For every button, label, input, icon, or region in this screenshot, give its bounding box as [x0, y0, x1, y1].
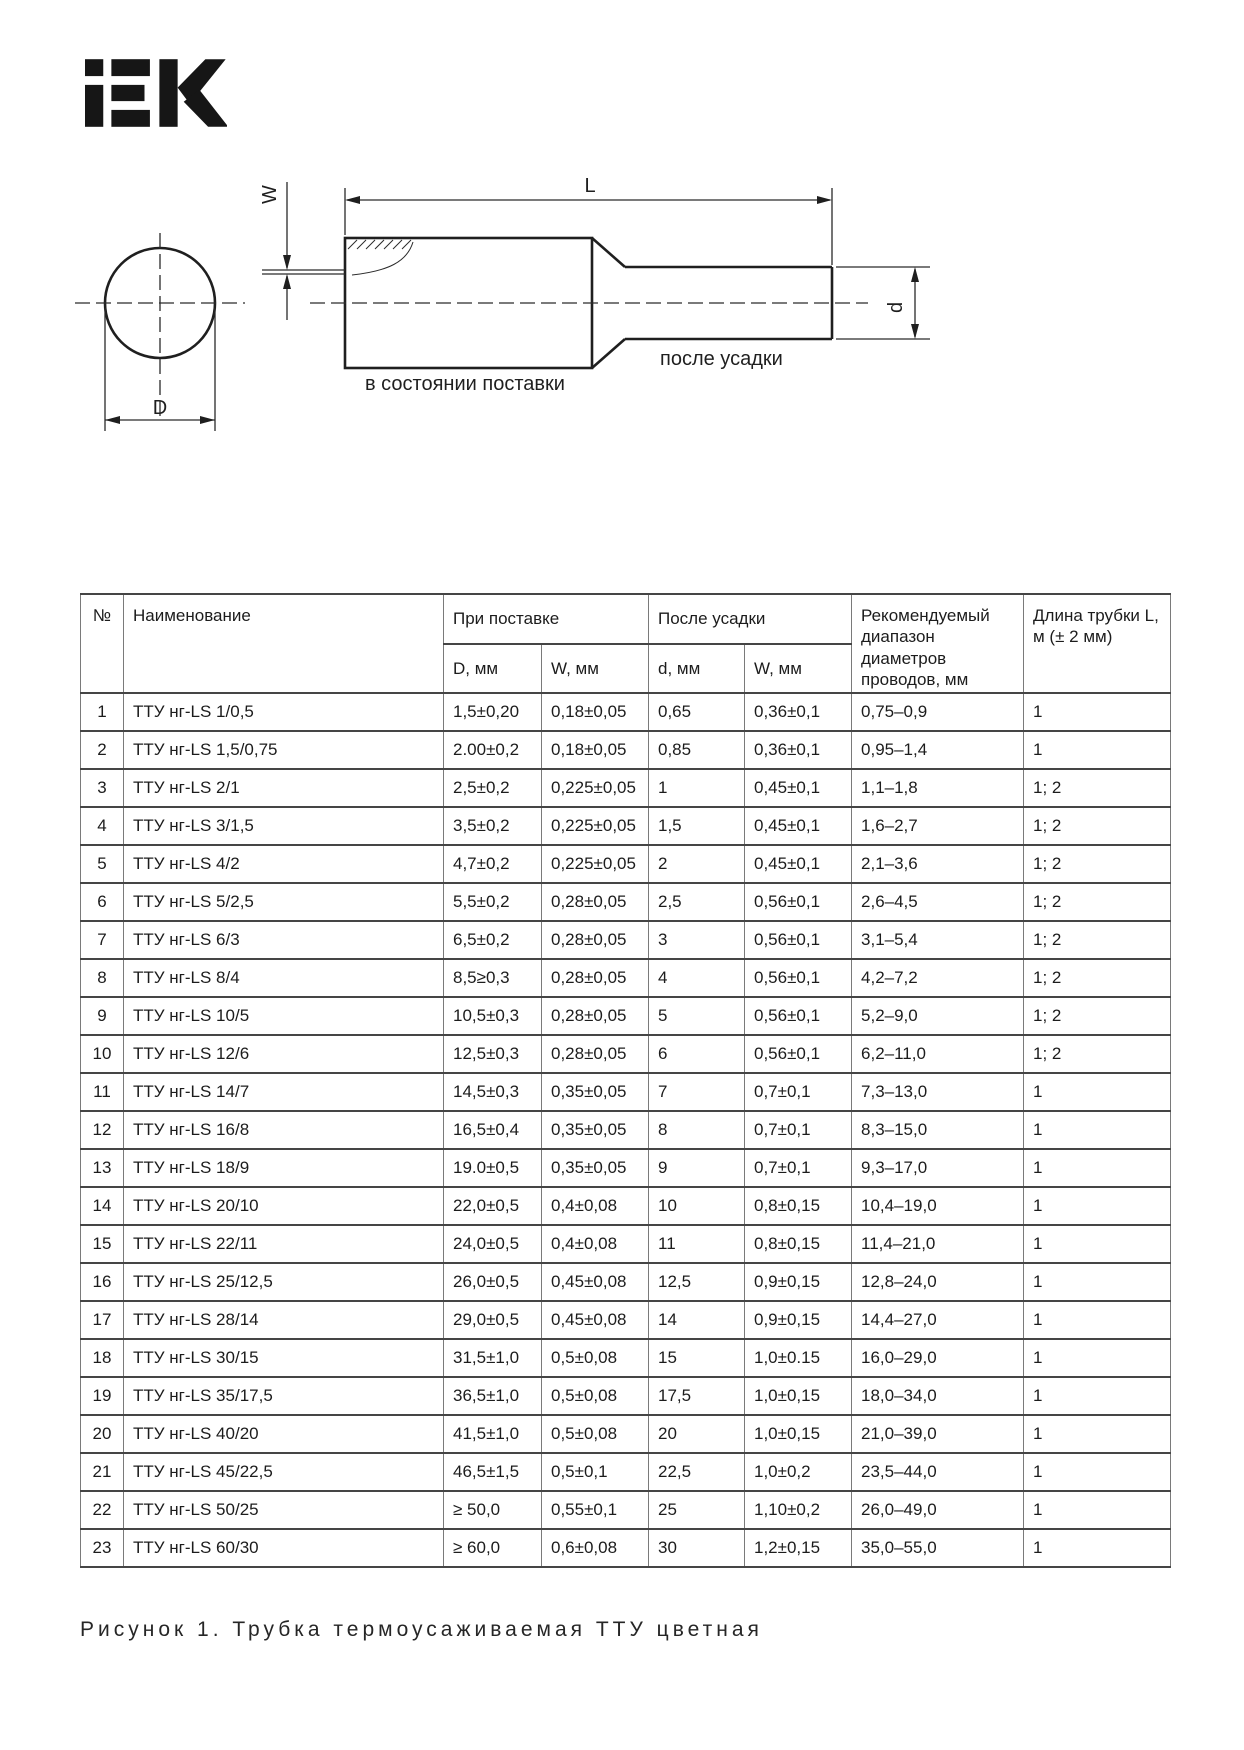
cell-w-shrink: 1,0±0,2 — [745, 1453, 852, 1491]
cell-d-shrink: 12,5 — [649, 1263, 745, 1301]
cell-name: ТТУ нг-LS 6/3 — [124, 921, 444, 959]
cell-range: 16,0–29,0 — [852, 1339, 1024, 1377]
cell-name: ТТУ нг-LS 5/2,5 — [124, 883, 444, 921]
header-after-shrink: После усадки — [649, 594, 852, 644]
cell-length: 1 — [1024, 1529, 1171, 1567]
cell-d-supply: 3,5±0,2 — [444, 807, 542, 845]
label-d: d — [885, 301, 907, 313]
cell-num: 19 — [81, 1377, 124, 1415]
table-row — [81, 1491, 1171, 1529]
label-D: D — [152, 397, 168, 419]
table-row — [81, 769, 1171, 807]
cell-range: 6,2–11,0 — [852, 1035, 1024, 1073]
cell-name: ТТУ нг-LS 20/10 — [124, 1187, 444, 1225]
table-row — [81, 1415, 1171, 1453]
cell-name: ТТУ нг-LS 60/30 — [124, 1529, 444, 1567]
cell-num: 6 — [81, 883, 124, 921]
header-num: № — [81, 594, 124, 693]
cell-num: 13 — [81, 1149, 124, 1187]
cell-w-supply: 0,5±0,08 — [542, 1415, 649, 1453]
cell-w-shrink: 0,45±0,1 — [745, 769, 852, 807]
cell-w-supply: 0,28±0,05 — [542, 959, 649, 997]
cell-range: 8,3–15,0 — [852, 1111, 1024, 1149]
table-row — [81, 883, 1171, 921]
tube-end-view — [75, 233, 245, 420]
table-row — [81, 845, 1171, 883]
cell-length: 1 — [1024, 1149, 1171, 1187]
cell-d-shrink: 8 — [649, 1111, 745, 1149]
cell-w-shrink: 0,7±0,1 — [745, 1111, 852, 1149]
cell-w-supply: 0,5±0,08 — [542, 1339, 649, 1377]
cell-d-supply: 36,5±1,0 — [444, 1377, 542, 1415]
cell-name: ТТУ нг-LS 14/7 — [124, 1073, 444, 1111]
cell-d-supply: 8,5≥0,3 — [444, 959, 542, 997]
label-L: L — [584, 175, 596, 197]
cell-d-shrink: 0,85 — [649, 731, 745, 769]
table-row — [81, 1453, 1171, 1491]
cell-num: 16 — [81, 1263, 124, 1301]
header-range: Рекомендуемый диапазон диаметров проводов, мм — [852, 594, 1024, 693]
cell-length: 1; 2 — [1024, 769, 1171, 807]
cell-range: 4,2–7,2 — [852, 959, 1024, 997]
cell-w-supply: 0,18±0,05 — [542, 731, 649, 769]
cell-w-supply: 0,225±0,05 — [542, 807, 649, 845]
cell-w-supply: 0,45±0,08 — [542, 1263, 649, 1301]
cell-name: ТТУ нг-LS 35/17,5 — [124, 1377, 444, 1415]
table-row — [81, 959, 1171, 997]
header-W-shrink: W, мм — [745, 644, 852, 694]
cell-num: 17 — [81, 1301, 124, 1339]
table-row — [81, 1377, 1171, 1415]
header-W-supply: W, мм — [542, 644, 649, 694]
cell-w-shrink: 0,8±0,15 — [745, 1187, 852, 1225]
cell-d-shrink: 3 — [649, 921, 745, 959]
cell-num: 20 — [81, 1415, 124, 1453]
cell-w-shrink: 0,56±0,1 — [745, 921, 852, 959]
cell-w-shrink: 1,2±0,15 — [745, 1529, 852, 1567]
cell-num: 12 — [81, 1111, 124, 1149]
cell-range: 18,0–34,0 — [852, 1377, 1024, 1415]
cell-name: ТТУ нг-LS 45/22,5 — [124, 1453, 444, 1491]
cell-w-supply: 0,45±0,08 — [542, 1301, 649, 1339]
iek-logo — [85, 52, 227, 134]
cell-w-supply: 0,35±0,05 — [542, 1111, 649, 1149]
cell-range: 1,1–1,8 — [852, 769, 1024, 807]
cell-d-supply: 24,0±0,5 — [444, 1225, 542, 1263]
cell-w-supply: 0,28±0,05 — [542, 1035, 649, 1073]
cell-name: ТТУ нг-LS 2/1 — [124, 769, 444, 807]
cell-range: 21,0–39,0 — [852, 1415, 1024, 1453]
cell-range: 7,3–13,0 — [852, 1073, 1024, 1111]
cell-w-supply: 0,35±0,05 — [542, 1149, 649, 1187]
cell-range: 23,5–44,0 — [852, 1453, 1024, 1491]
label-after-shrink: после усадки — [660, 348, 783, 370]
cell-length: 1; 2 — [1024, 807, 1171, 845]
cell-d-supply: 12,5±0,3 — [444, 1035, 542, 1073]
cell-range: 2,6–4,5 — [852, 883, 1024, 921]
cell-w-shrink: 0,56±0,1 — [745, 1035, 852, 1073]
cell-num: 3 — [81, 769, 124, 807]
cell-length: 1; 2 — [1024, 997, 1171, 1035]
table-row — [81, 1149, 1171, 1187]
cell-w-supply: 0,18±0,05 — [542, 693, 649, 731]
cell-d-supply: 19.0±0,5 — [444, 1149, 542, 1187]
cell-name: ТТУ нг-LS 16/8 — [124, 1111, 444, 1149]
header-D-supply: D, мм — [444, 644, 542, 694]
table-row — [81, 807, 1171, 845]
cell-range: 0,95–1,4 — [852, 731, 1024, 769]
table-row — [81, 1035, 1171, 1073]
cell-num: 8 — [81, 959, 124, 997]
dimension-L — [345, 175, 832, 265]
tube-shrunk-view — [310, 238, 868, 368]
cell-length: 1 — [1024, 1225, 1171, 1263]
cell-length: 1 — [1024, 1377, 1171, 1415]
cell-num: 9 — [81, 997, 124, 1035]
cell-d-shrink: 6 — [649, 1035, 745, 1073]
cell-name: ТТУ нг-LS 1,5/0,75 — [124, 731, 444, 769]
cell-length: 1 — [1024, 1111, 1171, 1149]
spec-table — [80, 593, 1171, 1568]
cell-w-shrink: 0,56±0,1 — [745, 883, 852, 921]
cell-name: ТТУ нг-LS 3/1,5 — [124, 807, 444, 845]
cell-w-supply: 0,4±0,08 — [542, 1187, 649, 1225]
cell-length: 1; 2 — [1024, 921, 1171, 959]
cell-range: 26,0–49,0 — [852, 1491, 1024, 1529]
cell-w-supply: 0,28±0,05 — [542, 883, 649, 921]
header-d-shrink: d, мм — [649, 644, 745, 694]
cell-d-shrink: 10 — [649, 1187, 745, 1225]
cell-d-shrink: 4 — [649, 959, 745, 997]
cell-length: 1 — [1024, 1491, 1171, 1529]
cell-d-shrink: 20 — [649, 1415, 745, 1453]
cell-d-supply: 2,5±0,2 — [444, 769, 542, 807]
header-name: Наименование — [124, 594, 444, 693]
cell-d-shrink: 1,5 — [649, 807, 745, 845]
cell-length: 1 — [1024, 1073, 1171, 1111]
cell-range: 10,4–19,0 — [852, 1187, 1024, 1225]
cell-num: 18 — [81, 1339, 124, 1377]
cell-num: 2 — [81, 731, 124, 769]
cell-w-shrink: 0,45±0,1 — [745, 845, 852, 883]
cell-range: 3,1–5,4 — [852, 921, 1024, 959]
cell-w-supply: 0,6±0,08 — [542, 1529, 649, 1567]
spec-table-header — [81, 594, 1171, 693]
cell-name: ТТУ нг-LS 28/14 — [124, 1301, 444, 1339]
cell-length: 1 — [1024, 1187, 1171, 1225]
cell-range: 2,1–3,6 — [852, 845, 1024, 883]
cell-length: 1 — [1024, 693, 1171, 731]
iek-logo-graphic — [85, 52, 227, 134]
cell-d-shrink: 2 — [649, 845, 745, 883]
cell-d-shrink: 9 — [649, 1149, 745, 1187]
table-row — [81, 693, 1171, 731]
cell-name: ТТУ нг-LS 4/2 — [124, 845, 444, 883]
cell-num: 15 — [81, 1225, 124, 1263]
table-row — [81, 731, 1171, 769]
cell-length: 1; 2 — [1024, 845, 1171, 883]
cell-range: 12,8–24,0 — [852, 1263, 1024, 1301]
cell-w-supply: 0,55±0,1 — [542, 1491, 649, 1529]
label-W: W — [259, 185, 281, 204]
cell-w-shrink: 1,0±0.15 — [745, 1339, 852, 1377]
cell-name: ТТУ нг-LS 50/25 — [124, 1491, 444, 1529]
cell-length: 1 — [1024, 1453, 1171, 1491]
cell-w-shrink: 0,7±0,1 — [745, 1149, 852, 1187]
cell-range: 11,4–21,0 — [852, 1225, 1024, 1263]
cell-w-shrink: 1,0±0,15 — [745, 1377, 852, 1415]
cell-d-supply: 16,5±0,4 — [444, 1111, 542, 1149]
cell-range: 9,3–17,0 — [852, 1149, 1024, 1187]
cell-length: 1 — [1024, 1263, 1171, 1301]
table-row — [81, 1263, 1171, 1301]
cell-num: 4 — [81, 807, 124, 845]
cell-w-shrink: 0,56±0,1 — [745, 997, 852, 1035]
cell-d-supply: 2.00±0,2 — [444, 731, 542, 769]
cell-length: 1; 2 — [1024, 1035, 1171, 1073]
table-row — [81, 921, 1171, 959]
cell-w-supply: 0,5±0,1 — [542, 1453, 649, 1491]
cell-num: 5 — [81, 845, 124, 883]
cell-w-shrink: 0,56±0,1 — [745, 959, 852, 997]
tube-dimension-diagram — [0, 148, 1244, 458]
cell-w-supply: 0,225±0,05 — [542, 769, 649, 807]
cell-w-shrink: 0,9±0,15 — [745, 1263, 852, 1301]
cell-name: ТТУ нг-LS 10/5 — [124, 997, 444, 1035]
cell-w-shrink: 0,9±0,15 — [745, 1301, 852, 1339]
cell-num: 14 — [81, 1187, 124, 1225]
cell-d-shrink: 30 — [649, 1529, 745, 1567]
cell-length: 1 — [1024, 1339, 1171, 1377]
cell-num: 22 — [81, 1491, 124, 1529]
table-row — [81, 1529, 1171, 1567]
cell-d-shrink: 1 — [649, 769, 745, 807]
table-row — [81, 997, 1171, 1035]
cell-d-supply: 10,5±0,3 — [444, 997, 542, 1035]
cell-w-shrink: 0,36±0,1 — [745, 731, 852, 769]
cell-length: 1 — [1024, 1415, 1171, 1453]
cell-w-shrink: 0,36±0,1 — [745, 693, 852, 731]
cell-num: 7 — [81, 921, 124, 959]
cell-w-supply: 0,5±0,08 — [542, 1377, 649, 1415]
cell-w-shrink: 0,7±0,1 — [745, 1073, 852, 1111]
cell-d-supply: 41,5±1,0 — [444, 1415, 542, 1453]
table-row — [81, 1073, 1171, 1111]
cell-name: ТТУ нг-LS 25/12,5 — [124, 1263, 444, 1301]
cell-num: 10 — [81, 1035, 124, 1073]
cell-range: 5,2–9,0 — [852, 997, 1024, 1035]
table-row — [81, 1111, 1171, 1149]
cell-w-supply: 0,225±0,05 — [542, 845, 649, 883]
table-row — [81, 1339, 1171, 1377]
cell-length: 1; 2 — [1024, 959, 1171, 997]
cell-d-supply: 26,0±0,5 — [444, 1263, 542, 1301]
cell-d-supply: ≥ 60,0 — [444, 1529, 542, 1567]
cell-d-shrink: 0,65 — [649, 693, 745, 731]
cell-name: ТТУ нг-LS 40/20 — [124, 1415, 444, 1453]
cell-d-shrink: 5 — [649, 997, 745, 1035]
cell-num: 23 — [81, 1529, 124, 1567]
cell-length: 1 — [1024, 1301, 1171, 1339]
cell-name: ТТУ нг-LS 18/9 — [124, 1149, 444, 1187]
header-at-supply: При поставке — [444, 594, 649, 644]
label-supply-state: в состоянии поставки — [365, 373, 565, 395]
cell-d-supply: 5,5±0,2 — [444, 883, 542, 921]
cell-name: ТТУ нг-LS 30/15 — [124, 1339, 444, 1377]
cell-d-shrink: 17,5 — [649, 1377, 745, 1415]
cell-d-shrink: 22,5 — [649, 1453, 745, 1491]
cell-length: 1; 2 — [1024, 883, 1171, 921]
cell-name: ТТУ нг-LS 1/0,5 — [124, 693, 444, 731]
cell-d-supply: 46,5±1,5 — [444, 1453, 542, 1491]
cell-name: ТТУ нг-LS 22/11 — [124, 1225, 444, 1263]
cell-d-supply: 4,7±0,2 — [444, 845, 542, 883]
table-row — [81, 1187, 1171, 1225]
cell-w-supply: 0,4±0,08 — [542, 1225, 649, 1263]
cell-d-supply: 22,0±0,5 — [444, 1187, 542, 1225]
cell-d-supply: 31,5±1,0 — [444, 1339, 542, 1377]
table-row — [81, 1301, 1171, 1339]
figure-caption: Рисунок 1. Трубка термоусаживаемая ТТУ цветная — [80, 1618, 763, 1641]
cell-name: ТТУ нг-LS 12/6 — [124, 1035, 444, 1073]
cell-w-shrink: 1,10±0,2 — [745, 1491, 852, 1529]
cell-d-shrink: 25 — [649, 1491, 745, 1529]
cell-d-supply: 6,5±0,2 — [444, 921, 542, 959]
dimension-W — [259, 182, 291, 320]
cell-w-shrink: 0,45±0,1 — [745, 807, 852, 845]
table-row — [81, 1225, 1171, 1263]
cell-d-supply: ≥ 50,0 — [444, 1491, 542, 1529]
cell-d-supply: 14,5±0,3 — [444, 1073, 542, 1111]
spec-table-body — [81, 693, 1171, 1567]
cell-w-shrink: 1,0±0,15 — [745, 1415, 852, 1453]
cell-num: 21 — [81, 1453, 124, 1491]
header-length: Длина трубки L, м (± 2 мм) — [1024, 594, 1171, 693]
cell-w-shrink: 0,8±0,15 — [745, 1225, 852, 1263]
cell-d-supply: 29,0±0,5 — [444, 1301, 542, 1339]
wall-hatch — [348, 240, 413, 275]
cell-length: 1 — [1024, 731, 1171, 769]
cell-num: 1 — [81, 693, 124, 731]
cell-num: 11 — [81, 1073, 124, 1111]
cell-range: 1,6–2,7 — [852, 807, 1024, 845]
cell-d-supply: 1,5±0,20 — [444, 693, 542, 731]
cell-d-shrink: 15 — [649, 1339, 745, 1377]
cell-d-shrink: 11 — [649, 1225, 745, 1263]
cell-w-supply: 0,28±0,05 — [542, 997, 649, 1035]
cell-range: 35,0–55,0 — [852, 1529, 1024, 1567]
cell-name: ТТУ нг-LS 8/4 — [124, 959, 444, 997]
dimension-d — [836, 267, 930, 339]
cell-d-shrink: 7 — [649, 1073, 745, 1111]
cell-d-shrink: 14 — [649, 1301, 745, 1339]
cell-w-supply: 0,28±0,05 — [542, 921, 649, 959]
cell-range: 14,4–27,0 — [852, 1301, 1024, 1339]
cell-range: 0,75–0,9 — [852, 693, 1024, 731]
cell-d-shrink: 2,5 — [649, 883, 745, 921]
cell-w-supply: 0,35±0,05 — [542, 1073, 649, 1111]
